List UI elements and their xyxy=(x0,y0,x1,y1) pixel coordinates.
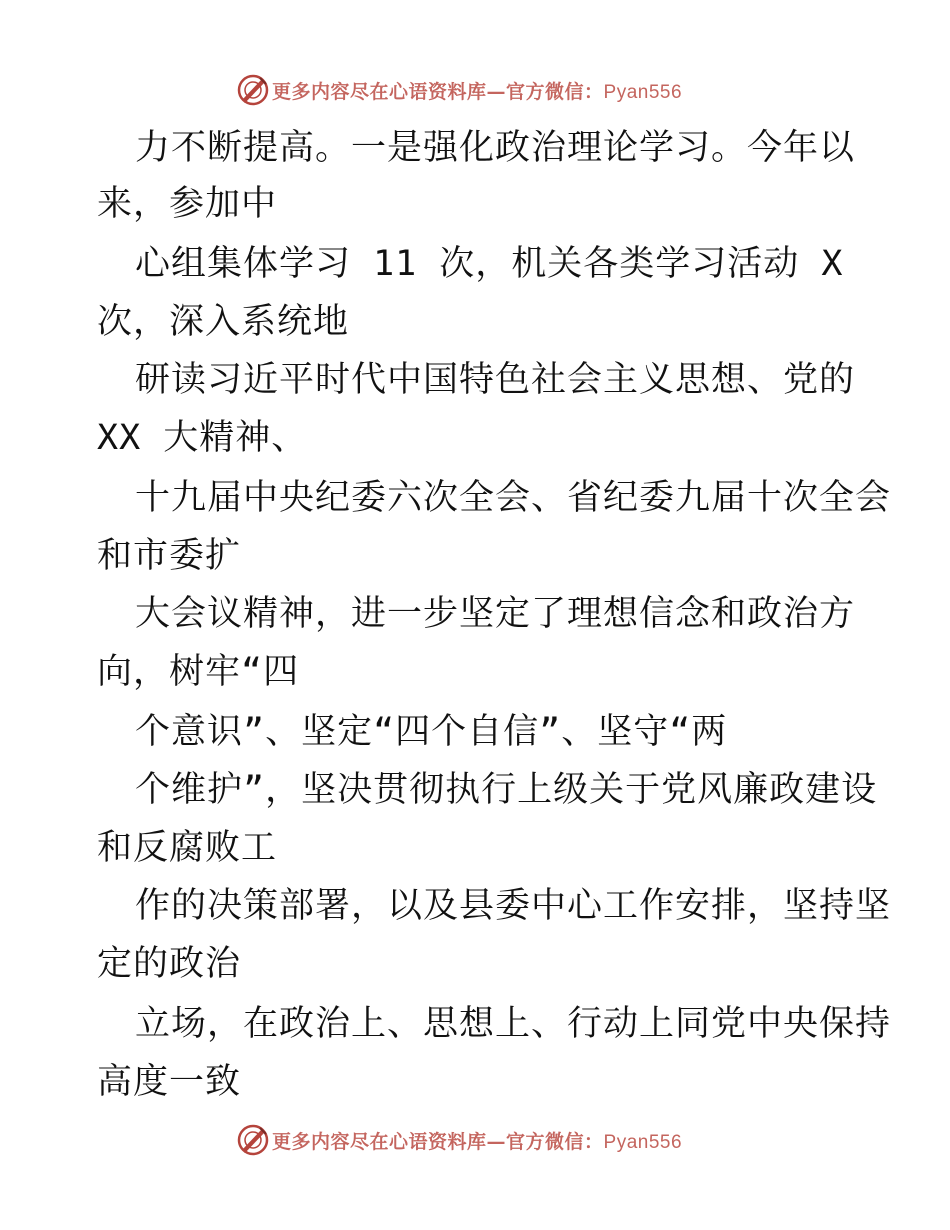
body-line: 研读习近平时代中国特色社会主义思想、党的 xyxy=(135,360,856,400)
body-line: 高度一致 xyxy=(97,1062,242,1102)
body-line: 十九届中央纪委六次全会、省纪委九届十次全会 xyxy=(135,478,892,518)
watermark-text: 更多内容尽在心语资料库—官方微信：Pyan556 xyxy=(272,1130,683,1153)
body-line: 力不断提高。一是强化政治理论学习。今年以 xyxy=(135,128,856,168)
body-line: 大会议精神，进一步坚定了理想信念和政治方 xyxy=(135,594,856,634)
body-line: 定的政治 xyxy=(97,944,242,984)
body-line: 和市委扩 xyxy=(97,536,242,576)
watermark-text: 更多内容尽在心语资料库—官方微信：Pyan556 xyxy=(272,80,683,103)
logo-icon xyxy=(236,1123,270,1157)
body-line: XX 大精神、 xyxy=(97,418,308,458)
footer-watermark xyxy=(236,1123,682,1157)
body-line: 作的决策部署，以及县委中心工作安排，坚持坚 xyxy=(135,886,892,926)
body-line: 来，参加中 xyxy=(97,184,278,224)
body-line: 向，树牢“四 xyxy=(97,652,300,692)
body-line: 和反腐败工 xyxy=(97,828,278,868)
body-line: 心组集体学习 11 次，机关各类学习活动 X xyxy=(135,244,844,284)
body-line: 个维护”，坚决贯彻执行上级关于党风廉政建设 xyxy=(135,770,878,810)
body-line: 立场，在政治上、思想上、行动上同党中央保持 xyxy=(135,1004,892,1044)
body-line: 次，深入系统地 xyxy=(97,302,350,342)
body-line: 个意识”、坚定“四个自信”、坚守“两 xyxy=(135,712,728,752)
